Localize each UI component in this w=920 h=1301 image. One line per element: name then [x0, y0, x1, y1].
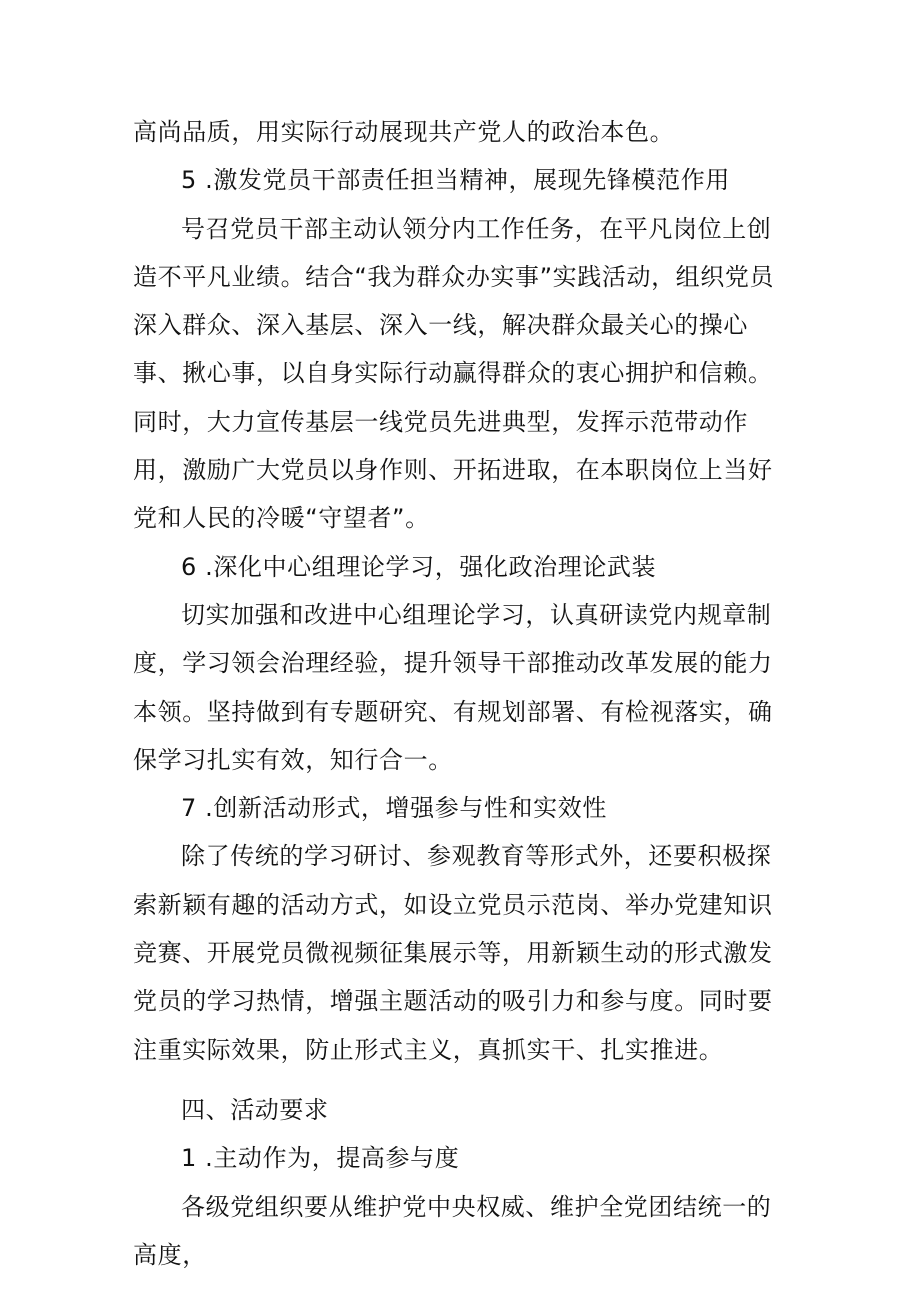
- section-heading-7: 7 .创新活动形式，增强参与性和实效性: [181, 794, 607, 823]
- paragraph-section-1-body: 各级党组织要从维护党中央权威、维护全党团结统一的高度，: [133, 1192, 772, 1269]
- section-heading-1: 1 .主动作为，提高参与度: [181, 1144, 460, 1173]
- section-heading-5: 5 .激发党员干部责任担当精神，展现先锋模范作用: [181, 166, 730, 195]
- paragraph-section-6-body: 切实加强和改进中心组理论学习，认真研读党内规章制度，学习领会治理经验，提升领导干部推动改革发展的能力本领。坚持做到有专题研究、有规划部署、有检视落实，确保学习扎实有效，知行合一。: [133, 600, 773, 774]
- document-body: [133, 108, 793, 1279]
- section-heading-6: 6 .深化中心组理论学习，强化政治理论武装: [181, 552, 657, 581]
- paragraph-section-7-body: 除了传统的学习研讨、参观教育等形式外，还要积极探索新颖有趣的活动方式，如设立党员示范岗、举办党建知识竞赛、开展党员微视频征集展示等，用新颖生动的形式激发党员的学习热情，增强主题活动的吸引力和参与度。同时要注重实际效果，防止形式主义，真抓实干、扎实推进。: [133, 842, 773, 1064]
- chapter-heading-4: 四、活动要求: [181, 1095, 329, 1124]
- paragraph-section-5-body: 号召党员干部主动认领分内工作任务，在平凡岗位上创造不平凡业绩。结合“我为群众办实事”实践活动，组织党员深入群众、深入基层、深入一线，解决群众最关心的操心事、揪心事，以自身实际行动赢得群众的衷心拥护和信赖。同时，大力宣传基层一线党员先进典型，发挥示范带动作用，激励广大党员以身作则、开拓进取，在本职岗位上当好党和人民的冷暖“守望者”。: [133, 214, 775, 533]
- paragraph-continuation: 高尚品质，用实际行动展现共产党人的政治本色。: [133, 118, 675, 146]
